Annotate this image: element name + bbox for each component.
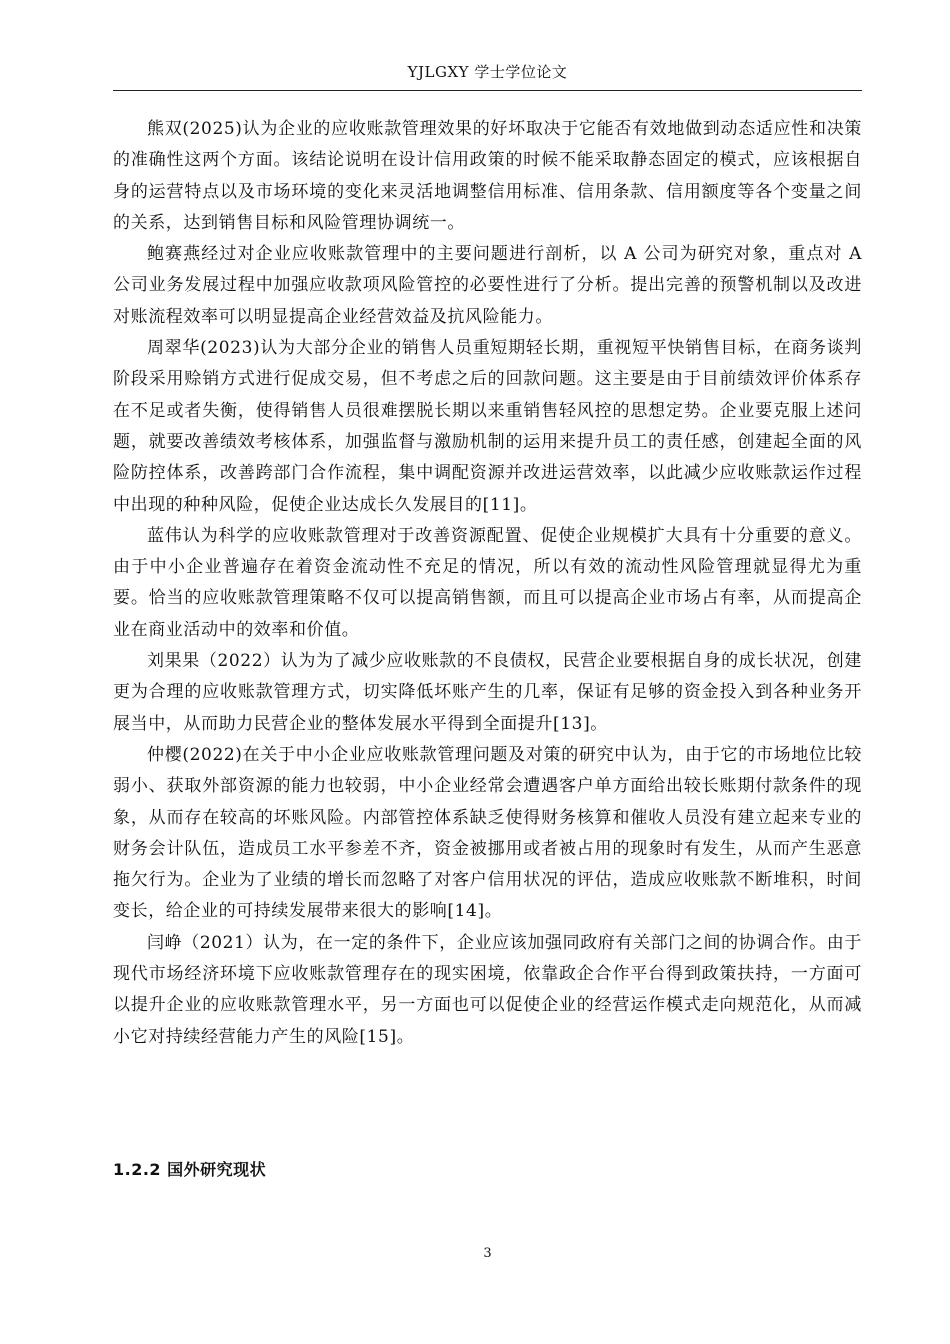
body-text [113, 114, 862, 1053]
paragraph-xiong-shuang: 熊双(2025)认为企业的应收账款管理效果的好坏取决于它能否有效地做到动态适应性和决策的准确性这两个方面。该结论说明在设计信用政策的时候不能采取静态固定的模式，应该根据自身的运营特点以及市场环境的变化来灵活地调整信用标准、信用条款、信用额度等各个变量之间的关系，达到销售目标和风险管理协调统一。 [113, 119, 862, 233]
page-number: 3 [483, 1246, 492, 1261]
header-divider [113, 90, 862, 91]
paragraph-bao-saiyan: 鲍赛燕经过对企业应收账款管理中的主要问题进行剖析，以 A 公司为研究对象，重点对 A 公司业务发展过程中加强应收款项风险管控的必要性进行了分析。提出完善的预警机制以及改进对账流程效率可以明显提高企业经营效益及抗风险能力。 [113, 244, 862, 327]
paragraph-yan-zheng: 闫峥（2021）认为，在一定的条件下，企业应该加强同政府有关部门之间的协调合作。由于现代市场经济环境下应收账款管理存在的现实困境，依靠政企合作平台得到政策扶持，一方面可以提升企业的应收账款管理水平，另一方面也可以促使企业的经营运作模式走向规范化，从而减小它对持续经营能力产生的风险[15]。 [113, 932, 862, 1047]
section-heading: 1.2.2 国外研究现状 [113, 1160, 267, 1179]
page-header: YJLGXY 学士学位论文 [407, 63, 568, 81]
paragraph-lan-wei: 蓝伟认为科学的应收账款管理对于改善资源配置、促使企业规模扩大具有十分重要的意义。由于中小企业普遍存在着资金流动性不充足的情况，所以有效的流动性风险管理就显得尤为重要。恰当的应收账款管理策略不仅可以提高销售额，而且可以提高企业市场占有率，从而提高企业在商业活动中的效率和价值。 [113, 525, 862, 640]
paragraph-zhou-cuihua: 周翠华(2023)认为大部分企业的销售人员重短期轻长期，重视短平快销售目标，在商务谈判阶段采用赊销方式进行促成交易，但不考虑之后的回款问题。这主要是由于目前绩效评价体系存在不足或者失衡，使得销售人员很难摆脱长期以来重销售轻风控的思想定势。企业要克服上述问题，就要改善绩效考核体系，加强监督与激励机制的运用来提升员工的责任感，创建起全面的风险防控体系，改善跨部门合作流程，集中调配资源并改进运营效率，以此减少应收账款运作过程中出现的种种风险，促使企业达成长久发展目的[11]。 [113, 338, 862, 515]
paragraph-liu-guoguo: 刘果果（2022）认为为了减少应收账款的不良债权，民营企业要根据自身的成长状况，创建更为合理的应收账款管理方式，切实降低坏账产生的几率，保证有足够的资金投入到各种业务开展当中，从而助力民营企业的整体发展水平得到全面提升[13]。 [113, 651, 862, 734]
paragraph-zhong-ying: 仲樱(2022)在关于中小企业应收账款管理问题及对策的研究中认为，由于它的市场地位比较弱小、获取外部资源的能力也较弱，中小企业经常会遭遇客户单方面给出较长账期付款条件的现象，从而存在较高的坏账风险。内部管控体系缺乏使得财务核算和催收人员没有建立起来专业的财务会计队伍，造成员工水平参差不齐，资金被挪用或者被占用的现象时有发生，从而产生恶意拖欠行为。企业为了业绩的增长而忽略了对客户信用状况的评估，造成应收账款不断堆积，时间变长，给企业的可持续发展带来很大的影响[14]。 [113, 744, 862, 922]
